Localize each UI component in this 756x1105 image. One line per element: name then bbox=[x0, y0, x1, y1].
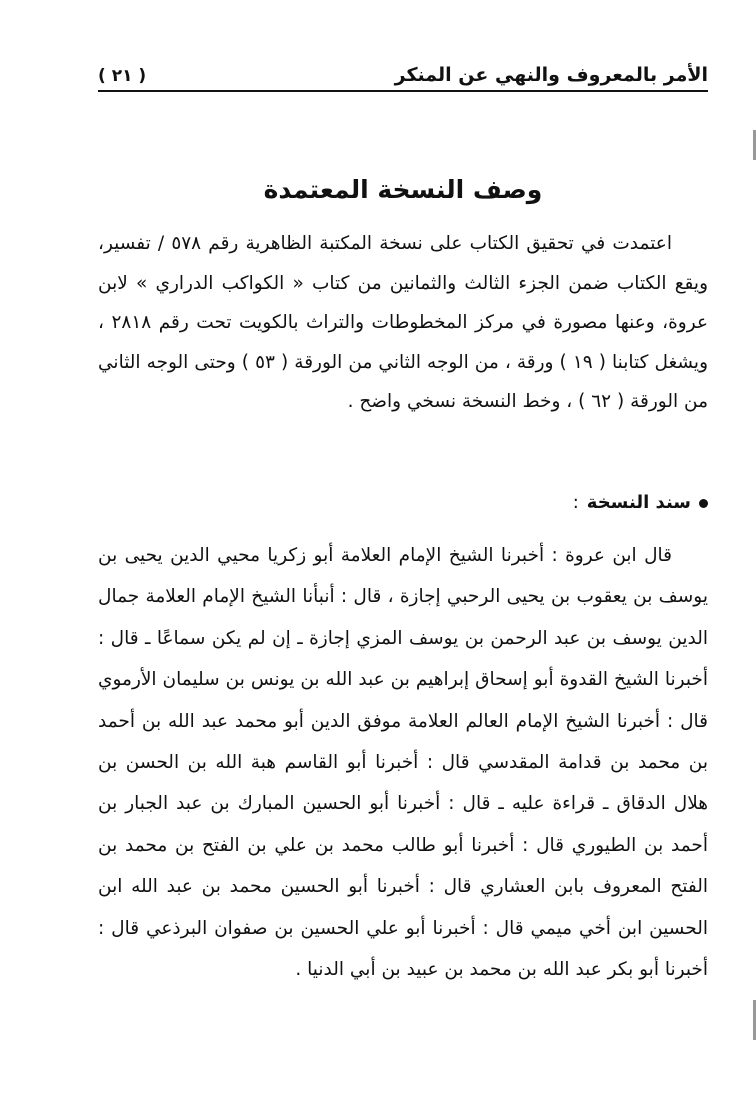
sanad-colon: : bbox=[572, 492, 579, 513]
description-block bbox=[98, 224, 708, 422]
description-paragraph: اعتمدت في تحقيق الكتاب على نسخة المكتبة الظاهرية رقم ٥٧٨ / تفسير، ويقع الكتاب ضمن الجزء الثالث والثمانين من كتاب « الكواكب الدراري » لابن عروة، وعنها مصورة في مركز المخطوطات والتراث بالكويت تحت رقم ٢٨١٨ ، ويشغل كتابنا ( ١٩ ) ورقة ، من الوجه الثاني من الورقة ( ٥٣ ) وحتى الوجه الثاني من الورقة ( ٦٢ ) ، وخط النسخة نسخي واضح . bbox=[98, 233, 709, 412]
page-number: ( ٢١ ) bbox=[98, 66, 147, 86]
sanad-block bbox=[98, 535, 708, 990]
section-heading: وصف النسخة المعتمدة bbox=[263, 175, 543, 204]
running-header bbox=[98, 52, 708, 92]
sanad-paragraph: قال ابن عروة : أخبرنا الشيخ الإمام العلامة أبو زكريا محيي الدين يحيى بن يوسف بن يعقوب بن يحيى الرحبي إجازة ، قال : أنبأنا الشيخ الإمام العلامة جمال الدين يوسف بن عبد الرحمن بن يوسف المزي إجازة ـ إن لم يكن سماعًا ـ قال : أخبرنا الشيخ القدوة أبو إسحاق إبراهيم بن عبد الله بن يونس بن سليمان الأرموي قال : أخبرنا الشيخ الإمام العالم العلامة موفق الدين أبو محمد عبد الله بن أحمد بن محمد بن قدامة المقدسي قال : أخبرنا أبو القاسم هبة الله بن الحسن بن هلال الدقاق ـ قراءة عليه ـ قال : أخبرنا أبو الحسين المبارك بن عبد الجبار بن أحمد بن الطيوري قال : أخبرنا أبو طالب محمد بن علي بن الفتح بن محمد بن الفتح المعروف بابن العشاري قال : أخبرنا أبو الحسين محمد بن عبد الله ابن الحسين ابن أخي ميمي قال : أخبرنا أبو علي الحسين بن صفوان البرذعي قال : أخبرنا أبو بكر عبد الله بن محمد بن عبيد بن أبي الدنيا . bbox=[98, 545, 708, 981]
sanad-label: سند النسخة bbox=[586, 492, 691, 513]
bullet-icon bbox=[699, 499, 708, 508]
sanad-heading bbox=[98, 486, 708, 520]
running-title: الأمر بالمعروف والنهي عن المنكر bbox=[394, 64, 708, 86]
